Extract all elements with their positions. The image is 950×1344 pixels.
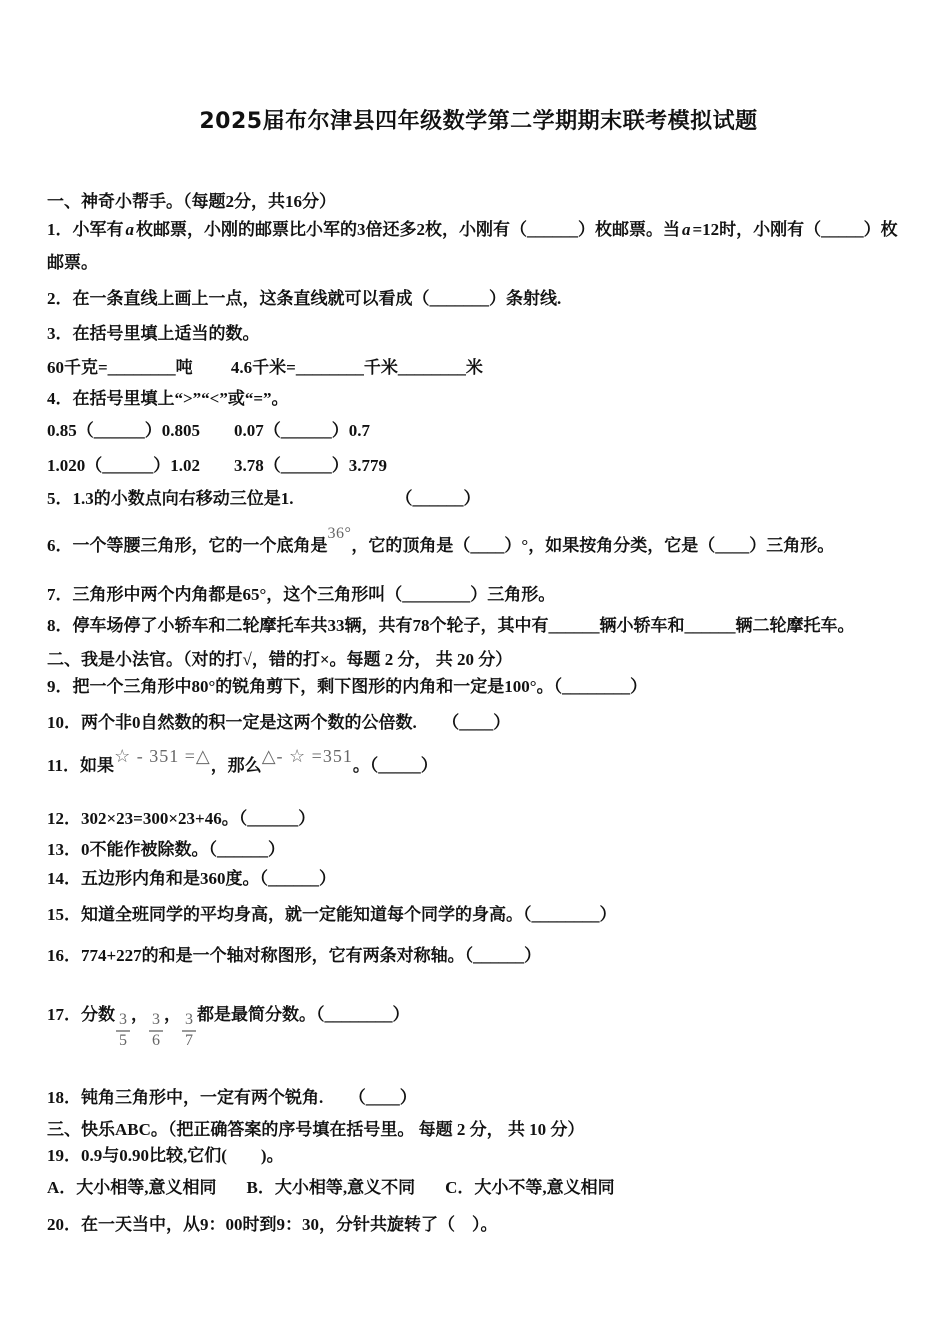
fraction-separator: ， [131, 1005, 148, 1024]
fraction-denominator: 7 [185, 1031, 193, 1049]
variable-a: a [682, 220, 691, 239]
question-7: 7．三角形中两个内角都是65°，这个三角形叫（________）三角形。 [47, 585, 556, 604]
question-17-text-a: 17．分数 [47, 1005, 115, 1024]
question-20: 20．在一天当中，从9：00时到9：30，分针共旋转了（ ）。 [47, 1214, 498, 1234]
section-3-heading: 三、快乐ABC。（把正确答案的序号填在括号里。 每题 2 分， 共 10 分） [47, 1119, 585, 1139]
question-11-text-b: ，那么 [210, 756, 262, 775]
fraction-3-6 [149, 1012, 163, 1050]
question-1 [47, 220, 910, 240]
question-17-text-b: 都是最简分数。（________） [197, 1005, 410, 1024]
question-18: 18．钝角三角形中，一定有两个锐角. （____） [47, 1087, 417, 1107]
fraction-denominator: 6 [152, 1031, 160, 1049]
question-15: 15．知道全班同学的平均身高，就一定能知道每个同学的身高。（________） [47, 905, 617, 924]
question-1-text-a: 1．小军有 [47, 220, 124, 239]
question-1-text-b: 枚邮票，小刚的邮票比小军的3倍还多2枚，小刚有（______）枚邮票。当 [136, 220, 680, 239]
question-9: 9．把一个三角形中80°的锐角剪下，剩下图形的内角和一定是100°。（________） [47, 677, 648, 696]
question-5 [47, 489, 910, 509]
question-6-text-b: ，它的顶角是（____）°，如果按角分类，它是（____）三角形。 [351, 536, 835, 555]
question-11 [47, 746, 910, 776]
fraction-numerator: 3 [116, 1012, 130, 1032]
question-6-text-a: 6．一个等腰三角形，它的一个底角是 [47, 536, 328, 555]
fraction-3-5 [116, 1012, 130, 1050]
question-11-formula-2: △- ☆ =351 [261, 746, 353, 766]
question-2: 2．在一条直线上画上一点，这条直线就可以看成（_______）条射线. [47, 289, 562, 308]
section-1-heading: 一、神奇小帮手。（每题2分，共16分） [47, 192, 336, 211]
question-6-angle-value: 36° [327, 525, 352, 542]
section-2-heading: 二、我是小法官。（对的打√，错的打×。每题 2 分， 共 20 分） [47, 650, 513, 669]
question-11-formula-1: ☆ - 351 =△ [114, 746, 211, 766]
question-4-compare-line-1: 0.85（______）0.805 0.07（______）0.7 [47, 421, 370, 440]
question-3: 3．在括号里填上适当的数。 [47, 324, 260, 343]
question-10: 10．两个非0自然数的积一定是这两个数的公倍数. （____） [47, 713, 511, 732]
question-4-compare-line-2: 1.020（______）1.02 3.78（______）3.779 [47, 456, 387, 475]
question-19: 19．0.9与0.90比较,它们( )。 [47, 1145, 284, 1165]
question-13: 13．0不能作被除数。（______） [47, 840, 285, 859]
question-5-text: 5．1.3的小数点向右移动三位是1. [47, 489, 294, 508]
option-c: C．大小不等,意义相同 [445, 1177, 615, 1197]
option-a: A．大小相等,意义相同 [47, 1177, 217, 1197]
fraction-separator: ， [164, 1005, 181, 1024]
page-title: 2025届布尔津县四年级数学第二学期期末联考模拟试题 [199, 109, 758, 134]
question-11-text-a: 11．如果 [47, 756, 115, 775]
question-8: 8．停车场停了小轿车和二轮摩托车共33辆，共有78个轮子，其中有______辆小轿车和______辆二轮摩托车。 [47, 616, 855, 635]
question-14: 14．五边形内角和是360度。（______） [47, 869, 336, 888]
question-17 [47, 1005, 910, 1050]
fraction-numerator: 3 [149, 1012, 163, 1032]
question-12: 12．302×23=300×23+46。（______） [47, 809, 316, 828]
question-16: 16．774+227的和是一个轴对称图形，它有两条对称轴。（______） [47, 946, 542, 965]
variable-a: a [125, 220, 134, 239]
question-5-answer-blank: （______） [395, 489, 481, 508]
fraction-denominator: 5 [119, 1031, 127, 1049]
fraction-3-7 [182, 1012, 196, 1050]
question-3-blanks-line: 60千克=________吨 4.6千米=________千米________米 [47, 358, 483, 377]
question-19-options [47, 1178, 910, 1198]
question-1-continuation: 邮票。 [47, 253, 98, 272]
question-6 [47, 525, 910, 557]
fraction-numerator: 3 [182, 1012, 196, 1032]
question-4: 4．在括号里填上“>”“<”或“=”。 [47, 389, 289, 408]
option-b: B．大小相等,意义不同 [246, 1177, 416, 1197]
question-1-text-c: =12时，小刚有（_____）枚 [692, 220, 898, 239]
question-11-text-c: 。（_____） [352, 756, 438, 775]
